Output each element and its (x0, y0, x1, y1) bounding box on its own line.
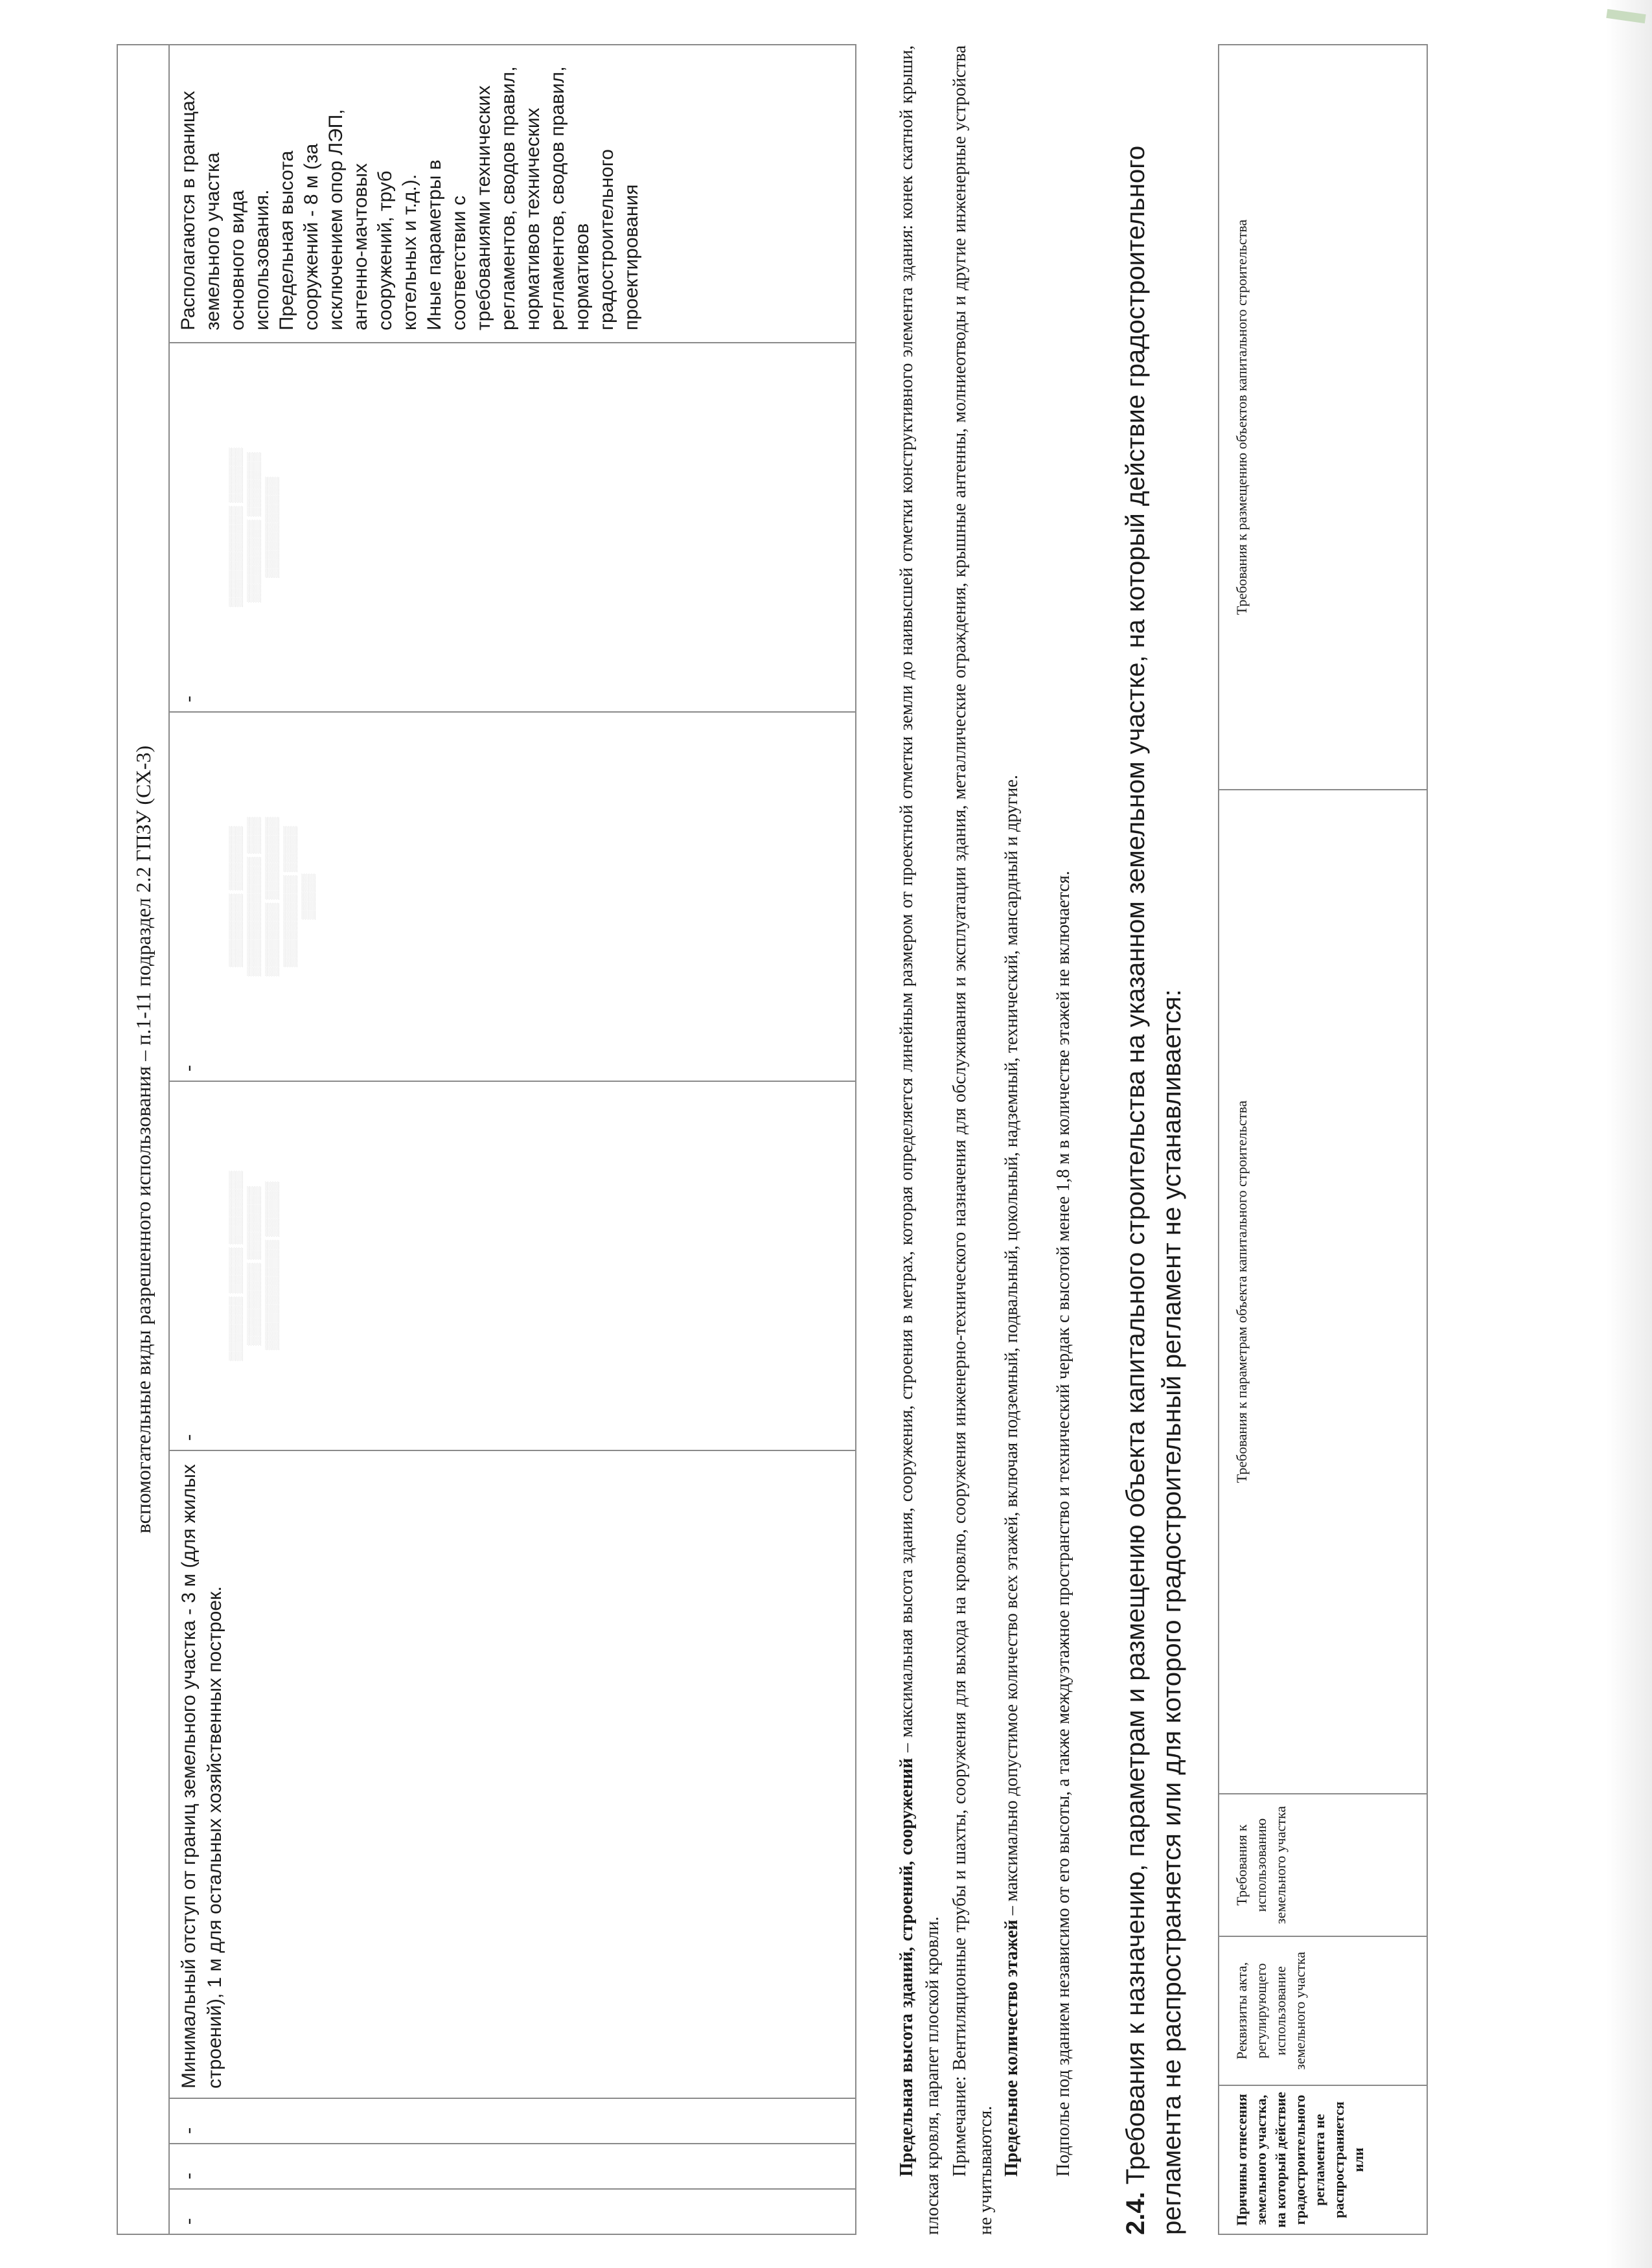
col-placement-req: Требования к размещению объектов капитального строительства (1219, 45, 1427, 790)
req-line: градостроительного (596, 149, 617, 330)
section-number: 2.4. (1121, 2192, 1150, 2235)
cell-5-value: - (178, 1434, 199, 1441)
cell-6 (169, 712, 856, 1081)
cell-2: - (169, 2144, 856, 2189)
req-line: Иные параметры в (424, 159, 445, 330)
table-header: вспомогательные виды разрешенного использования – п.1-11 подраздел 2.2 ГПЗУ (СХ-3) (117, 45, 169, 2234)
cell-3: - (169, 2098, 856, 2144)
col-reasons: Причины отнесения земельного участка, на который действие градостроительного регламента не распространяется или (1219, 2085, 1427, 2234)
section-2-4 (1118, 45, 1190, 2235)
section-title: Требования к назначению, параметрам и размещению объекта капитального строительства на указанном земельном участке, на который действие градостроительного регламента не распространяется или для которого градостроительный регламент не устанавливается: (1121, 145, 1186, 2235)
def-floors: – максимально допустимое количество всех этажей, включая подземный, подвальный, цокольный, надземный, технический, мансардный и другие. (1002, 775, 1022, 1920)
req-line: антенно-мачтовых (350, 163, 371, 330)
req-line: исключением опор ЛЭП, (325, 109, 347, 330)
req-line: нормативов технических (522, 108, 544, 330)
bleed-through-text: ▒▒▒▒▒▒▒ ▒▒▒▒▒ ▒▒▒▒▒▒▒▒ ▒▒▒▒▒▒▒▒▒ ▒▒▒▒▒▒▒▒ ▒▒▒▒▒▒▒▒▒▒▒▒ ▒▒▒▒▒▒ (229, 1171, 279, 1361)
req-line: Предельная высота (276, 150, 297, 330)
def-max-height: – максимальная высота здания, сооружения, строения в метрах, которая определяется линейным размером от проектной отметки земли до наивысшей отметки конструктивного элемента здания: конек скатной крыши, плоская кровля, парапет плоской кровли. (897, 45, 943, 2235)
term-max-height: Предельная высота зданий, строений, сооружений (897, 1758, 917, 2177)
cell-7-value: - (178, 696, 199, 702)
req-line: регламентов, сводов правил, (547, 66, 568, 330)
cell-setback: Минимальный отступ от границ земельного участка - 3 м (для жилых строений), 1 м для остальных хозяйственных построек. (169, 1450, 856, 2098)
rotated-page (117, 45, 1425, 2235)
paragraph-floors (999, 45, 1025, 2235)
req-line: основного вида (227, 190, 248, 330)
req-line: сооружений - 8 м (за (301, 143, 322, 330)
req-line: проектирования (621, 184, 642, 330)
permitted-use-table (117, 44, 856, 2235)
req-line: требованиями технических (473, 85, 494, 330)
paragraph-max-height (894, 45, 946, 2235)
col-params-req: Требования к параметрам объекта капитального строительства (1219, 790, 1427, 1794)
col-act-details: Реквизиты акта, регулирующего использование земельного участка (1219, 1936, 1427, 2085)
requirements-table (1218, 44, 1428, 2235)
paper-edge (1607, 0, 1652, 2268)
cell-1: - (169, 2189, 856, 2234)
paragraph-underfloor: Подполье под зданием независимо от его высоты, а также междуэтажное пространство и технический чердак с высотой менее 1,8 м в количестве этажей не включается. (1053, 871, 1073, 2177)
req-line: нормативов (571, 223, 593, 330)
bleed-through-text-2: ▒▒▒▒▒▒▒▒ ▒▒▒▒▒▒▒ ▒▒▒▒▒▒▒▒▒▒▒▒▒ ▒▒▒▒ ▒▒▒▒▒▒▒▒ ▒▒▒▒▒▒▒▒▒ ▒▒▒▒▒▒▒▒▒▒ ▒▒▒▒▒ ▒▒▒▒▒ (229, 817, 315, 976)
col-land-use-req: Требования к использованию земельного участка (1219, 1794, 1427, 1936)
req-line: сооружений, труб (374, 170, 396, 330)
cell-7 (169, 343, 856, 712)
req-line: использования. (251, 189, 273, 330)
term-floors: Предельное количество этажей (1002, 1919, 1022, 2177)
cell-6-value: - (178, 1065, 199, 1071)
bleed-through-text-3: ▒▒▒▒▒▒▒▒▒▒▒ ▒▒▒▒▒▒ ▒▒▒▒▒▒▒▒▒ ▒▒▒▒▒▒▒ ▒▒▒▒▒▒▒▒▒▒▒ (229, 448, 279, 607)
req-line: регламентов, сводов правил, (498, 66, 519, 330)
cell-5 (169, 1081, 856, 1450)
paragraph-note: Примечание: Вентиляционные трубы и шахты, сооружения для выхода на кровлю, сооружения инженерно-технического назначения для обслуживания и эксплуатации здания, металлические ограждения, крышные антенны, молниеотводы и другие инженерные устройства не учитываются. (950, 45, 996, 2235)
req-line: котельных и т.д.). (399, 174, 420, 330)
req-line: земельного участка (202, 152, 224, 330)
cell-requirements (169, 45, 856, 343)
req-line: Располагаются в границах (178, 91, 199, 330)
req-line: соответствии с (448, 195, 470, 330)
